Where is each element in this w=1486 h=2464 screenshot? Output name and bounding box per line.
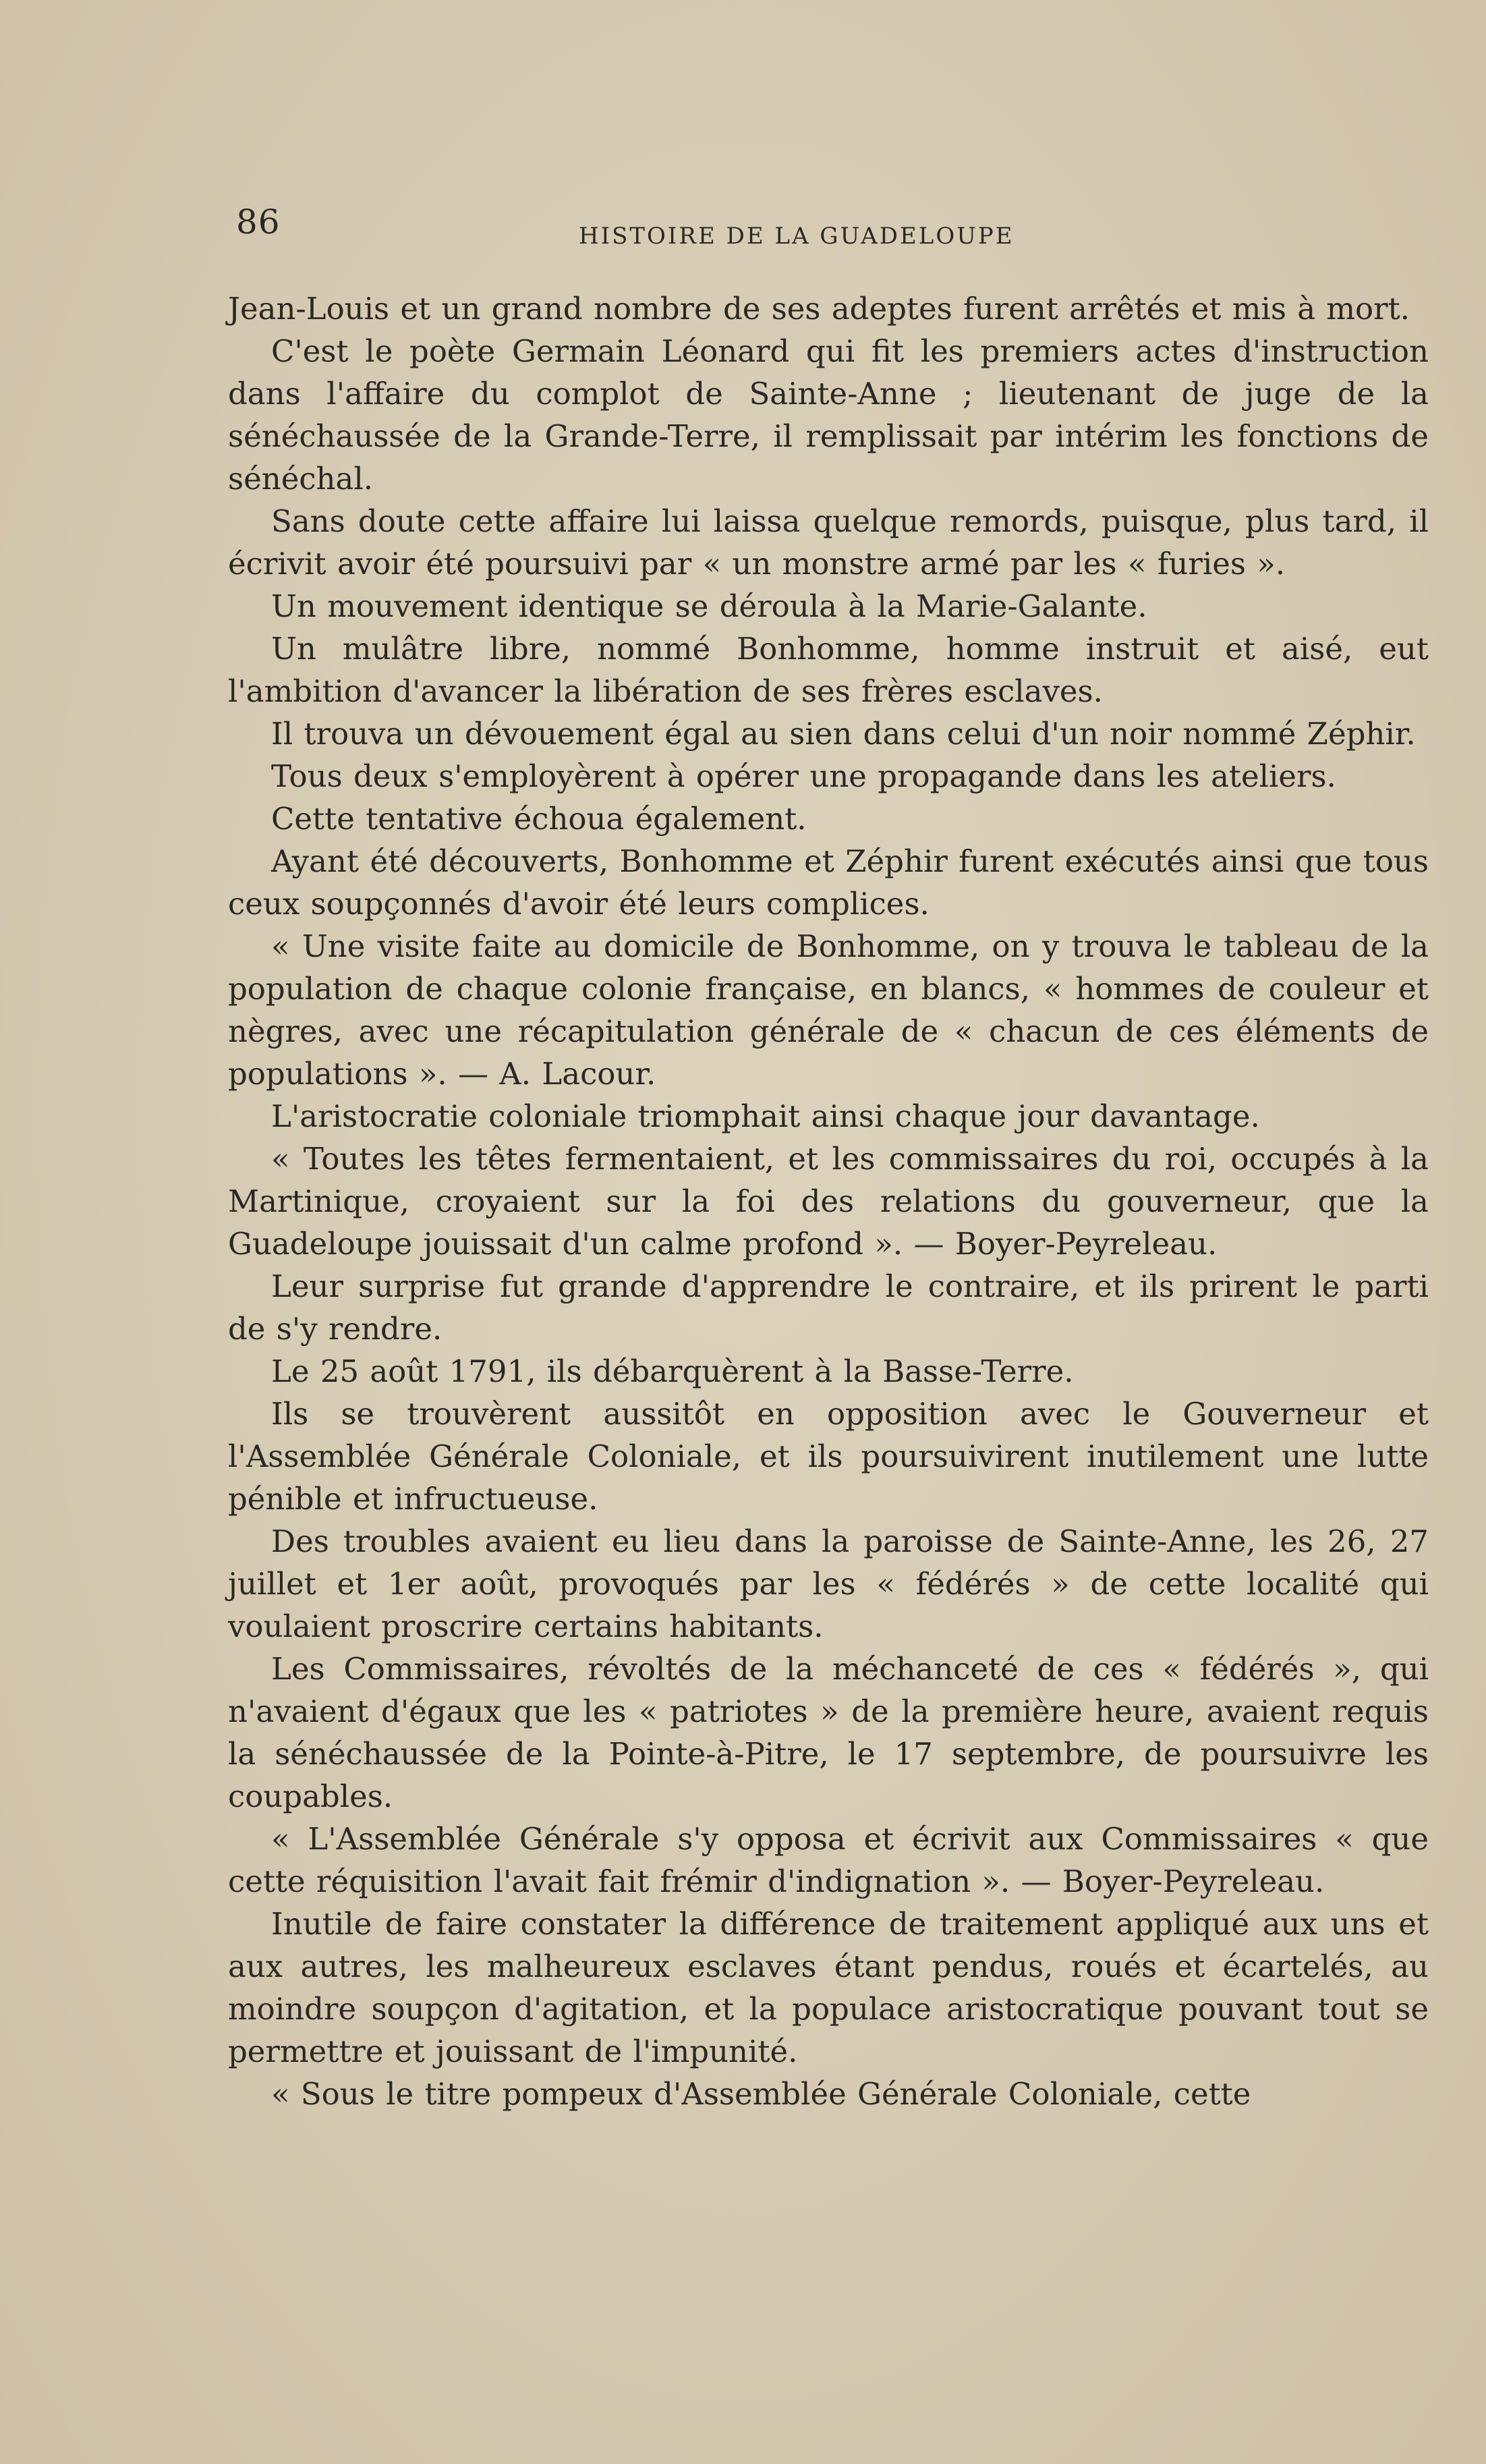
paragraph: Des troubles avaient eu lieu dans la paroisse de Sainte-Anne, les 26, 27 juillet et 1er août, provoqués par les « fédérés » de cette localité qui voulaient proscrire certains habitants. (228, 1523, 1429, 1644)
page-number: 86 (236, 202, 281, 242)
quotation: « Toutes les têtes fermentaient, et les commissaires du roi, occupés à la Martinique, croyaient sur la foi des relations du gouverneur, que la Guadeloupe jouissait d'un calme profond ». — Boyer-Peyreleau. (228, 1141, 1429, 1262)
paragraph: Sans doute cette affaire lui laissa quelque remords, puisque, plus tard, il écrivit avoir été poursuivi par « un monstre armé par les « furies ». (228, 503, 1429, 582)
paragraph: Ils se trouvèrent aussitôt en opposition avec le Gouverneur et l'Assemblée Générale Coloniale, et ils poursuivirent inutilement une lutte pénible et infructueuse. (228, 1396, 1429, 1517)
paragraph: Un mulâtre libre, nommé Bonhomme, homme instruit et aisé, eut l'ambition d'avancer la libération de ses frères esclaves. (228, 631, 1429, 709)
paragraph: Tous deux s'employèrent à opérer une propagande dans les ateliers. (271, 758, 1336, 794)
paragraph: Inutile de faire constater la différence de traitement appliqué aux uns et aux autres, les malheureux esclaves étant pendus, roués et écartelés, au moindre soupçon d'agitation, et la populace aristocratique pouvant tout se permettre et jouissant de l'impunité. (228, 1906, 1429, 2069)
paragraph: Le 25 août 1791, ils débarquèrent à la Basse-Terre. (271, 1353, 1074, 1389)
paragraph: Un mouvement identique se déroula à la Marie-Galante. (271, 588, 1147, 624)
paragraph: Il trouva un dévouement égal au sien dans celui d'un noir nommé Zéphir. (271, 716, 1416, 752)
running-title: HISTOIRE DE LA GUADELOUPE (579, 223, 1015, 250)
quotation: « Sous le titre pompeux d'Assemblée Générale Coloniale, cette (271, 2076, 1251, 2112)
paragraph: Ayant été découverts, Bonhomme et Zéphir furent exécutés ainsi que tous ceux soupçonnés d'avoir été leurs complices. (228, 843, 1429, 922)
body-text (228, 287, 1429, 2115)
paragraph: C'est le poète Germain Léonard qui fit les premiers actes d'instruction dans l'affaire du complot de Sainte-Anne ; lieutenant de juge de la sénéchaussée de la Grande-Terre, il remplissait par intérim les fonctions de sénéchal. (228, 333, 1429, 497)
paragraph: Les Commissaires, révoltés de la méchanceté de ces « fédérés », qui n'avaient d'égaux que les « patriotes » de la première heure, avaient requis la sénéchaussée de la Pointe-à-Pitre, le 17 septembre, de poursuivre les coupables. (228, 1651, 1429, 1814)
page-header (228, 202, 1429, 256)
paragraph: Jean-Louis et un grand nombre de ses adeptes furent arrêtés et mis à mort. (228, 291, 1410, 327)
quotation: « Une visite faite au domicile de Bonhomme, on y trouva le tableau de la population de chaque colonie française, en blancs, « hommes de couleur et nègres, avec une récapitulation générale de « chacun de ces éléments de populations ». — A. Lacour. (228, 928, 1429, 1092)
paragraph: Leur surprise fut grande d'apprendre le contraire, et ils prirent le parti de s'y rendre. (228, 1268, 1429, 1347)
paragraph: L'aristocratie coloniale triomphait ainsi chaque jour davantage. (271, 1098, 1260, 1134)
quotation: « L'Assemblée Générale s'y opposa et écrivit aux Commissaires « que cette réquisition l'avait fait frémir d'indignation ». — Boyer-Peyreleau. (228, 1821, 1429, 1899)
paragraph: Cette tentative échoua également. (271, 801, 807, 837)
